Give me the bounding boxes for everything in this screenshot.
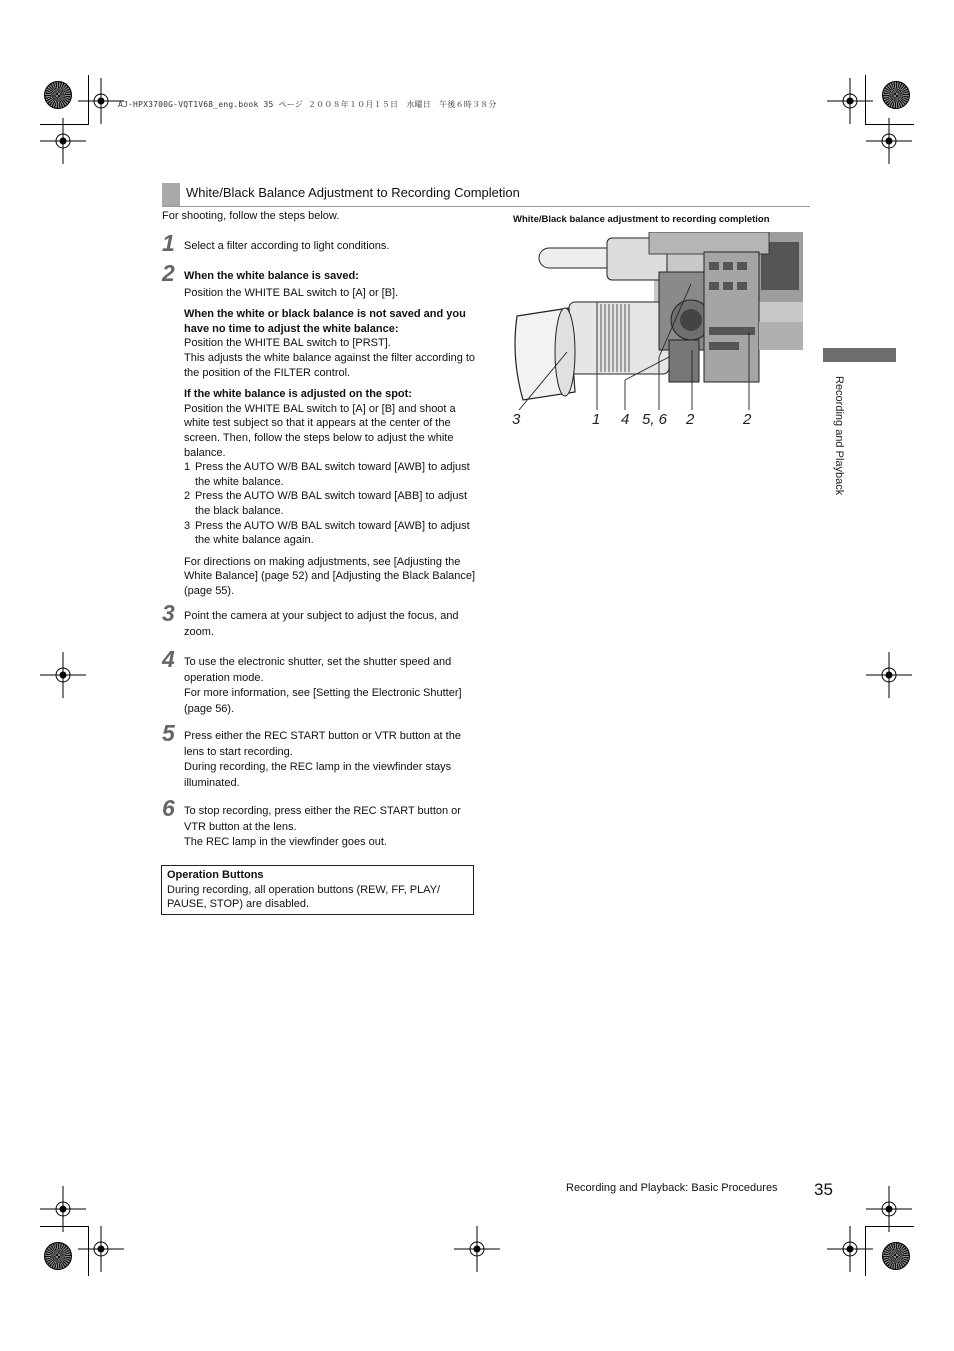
color-bar-ball-bottom-right xyxy=(882,1242,910,1270)
chapter-tab-label: Recording and Playback xyxy=(833,376,845,496)
substep-number: 3 xyxy=(184,519,191,532)
registration-mark-icon xyxy=(827,1226,873,1272)
crop-mark xyxy=(40,1226,88,1227)
substep-number: 1 xyxy=(184,461,191,474)
registration-mark-icon xyxy=(866,652,912,698)
step-text: To stop recording, press either the REC START button or VTR button at the lens. xyxy=(184,805,461,833)
registration-mark-icon xyxy=(454,1226,500,1272)
figure-callout: 2 xyxy=(743,411,752,428)
step-number: 3 xyxy=(162,600,175,626)
figure-callout: 2 xyxy=(686,411,695,428)
section-title: White/Black Balance Adjustment to Recording Completion xyxy=(186,185,520,200)
crop-mark xyxy=(866,1226,914,1227)
color-bar-ball-top-right xyxy=(882,81,910,109)
substep xyxy=(184,489,476,518)
footer-chapter: Recording and Playback: Basic Procedures xyxy=(566,1182,778,1194)
directions-text: For directions on making adjustments, see [Adjusting the White Balance] (page 52) and [Adjusting the Black Balance] (page 55). xyxy=(184,555,476,597)
step-text: To use the electronic shutter, set the shutter speed and operation mode. xyxy=(184,656,452,684)
section-rule xyxy=(162,206,810,207)
section-marker xyxy=(162,183,180,206)
saved-text: Position the WHITE BAL switch to [A] or [B]. xyxy=(184,286,399,299)
camera-illustration xyxy=(509,232,803,410)
chapter-tab xyxy=(823,348,896,362)
crop-mark xyxy=(88,1226,89,1276)
crop-mark xyxy=(40,124,88,125)
figure-callout: 5, 6 xyxy=(642,411,668,428)
notsaved-text: This adjusts the white balance against the filter according to the position of the FILTER control. xyxy=(184,351,476,379)
saved-heading: When the white balance is saved: xyxy=(184,270,359,282)
print-header: AJ-HPX3700G-VQT1V68_eng.book 35 ページ ２００８年１０月１５日 水曜日 午後６時３８分 xyxy=(118,100,497,109)
note-text: During recording, all operation buttons (REW, FF, PLAY/ PAUSE, STOP) are disabled. xyxy=(167,883,441,911)
figure-callout: 3 xyxy=(512,411,521,428)
figure-callout: 4 xyxy=(621,411,630,428)
step-text: During recording, the REC lamp in the viewfinder stays illuminated. xyxy=(184,761,452,789)
step-text: For more information, see [Setting the Electronic Shutter] (page 56). xyxy=(184,687,462,715)
crop-mark xyxy=(866,124,914,125)
substep xyxy=(184,460,476,489)
figure-caption: White/Black balance adjustment to recording completion xyxy=(513,214,770,225)
step-2-text xyxy=(184,269,476,598)
step-number: 4 xyxy=(162,646,175,672)
spot-heading: If the white balance is adjusted on the spot: xyxy=(184,388,412,401)
step-text: The REC lamp in the viewfinder goes out. xyxy=(184,836,387,848)
registration-mark-icon xyxy=(40,652,86,698)
step-number: 6 xyxy=(162,795,175,821)
notsaved-heading: When the white or black balance is not saved and you have no time to adjust the white balance: xyxy=(184,308,466,335)
substep-number: 2 xyxy=(184,490,191,503)
substep-text: Press the AUTO W/B BAL switch toward [ABB] to adjust the black balance. xyxy=(195,490,468,517)
step-6-text xyxy=(184,804,476,851)
crop-mark xyxy=(88,75,89,125)
registration-mark-icon xyxy=(78,1226,124,1272)
step-5-text xyxy=(184,729,476,791)
note-title: Operation Buttons xyxy=(167,869,264,881)
spot-text: Position the WHITE BAL switch to [A] or [B] and shoot a white test subject so that it appears at the center of the screen. Then, follow the steps below to adjust the white balance. xyxy=(184,402,456,459)
intro-text: For shooting, follow the steps below. xyxy=(162,210,340,222)
step-number: 5 xyxy=(162,720,175,746)
color-bar-ball-bottom-left xyxy=(44,1242,72,1270)
notsaved-text: Position the WHITE BAL switch to [PRST]. xyxy=(184,337,391,350)
operation-buttons-note xyxy=(161,865,474,915)
substep-text: Press the AUTO W/B BAL switch toward [AWB] to adjust the white balance again. xyxy=(195,519,470,547)
step-3-text xyxy=(184,609,476,640)
substep xyxy=(184,519,476,548)
step-number: 2 xyxy=(162,260,175,286)
step-number: 1 xyxy=(162,230,175,256)
page-number: 35 xyxy=(814,1180,833,1199)
step-text: Press either the REC START button or VTR button at the lens to start recording. xyxy=(184,730,461,758)
step-text: Point the camera at your subject to adjust the focus, and zoom. xyxy=(184,610,459,638)
substep-text: Press the AUTO W/B BAL switch toward [AWB] to adjust the white balance. xyxy=(195,461,470,488)
figure-callout: 1 xyxy=(592,411,601,428)
crop-mark xyxy=(865,75,866,125)
step-text: Select a filter according to light conditions. xyxy=(184,240,390,252)
crop-mark xyxy=(865,1226,866,1276)
step-1-text xyxy=(184,239,476,254)
step-4-text xyxy=(184,655,476,717)
color-bar-ball-top-left xyxy=(44,81,72,109)
